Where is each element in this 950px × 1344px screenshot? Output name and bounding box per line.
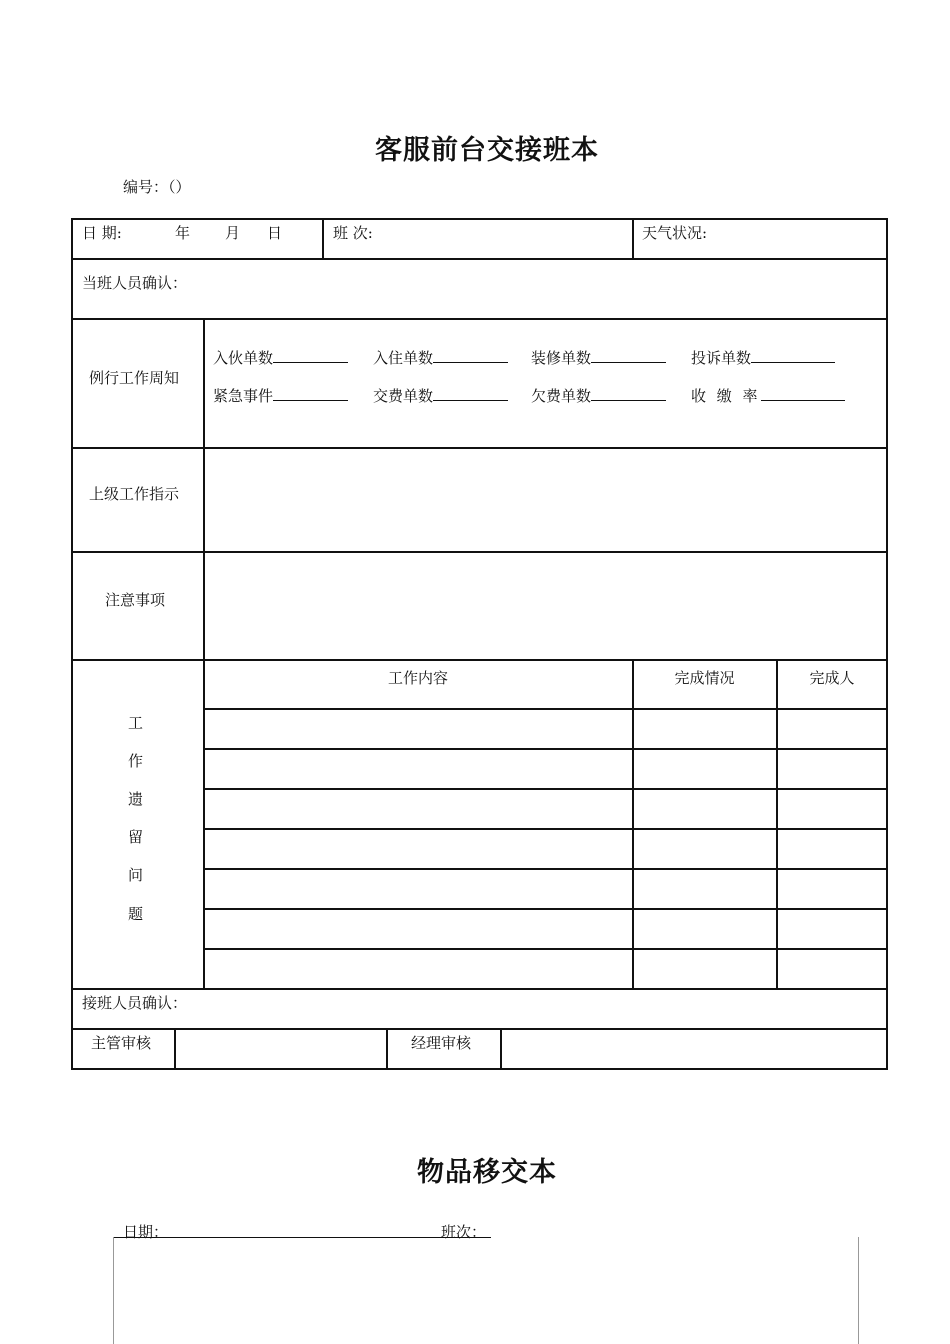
routine-item: 交费单数: [373, 385, 508, 406]
table-row-divider: [203, 908, 888, 910]
routine-item: 装修单数: [531, 347, 666, 368]
row-divider: [71, 258, 888, 260]
date-label: 日 期:: [82, 224, 122, 242]
leftover-char: 工: [128, 714, 144, 732]
page-title: 客服前台交接班本: [375, 135, 599, 166]
leftover-char: 问: [128, 866, 144, 884]
table-row-divider: [203, 708, 888, 710]
table-row-divider: [203, 868, 888, 870]
supervisor-review-label: 主管审核: [91, 1034, 152, 1052]
routine-item: 收 缴 率: [691, 385, 845, 406]
column-header-content: 工作内容: [387, 669, 448, 687]
routine-item: 投诉单数: [691, 347, 835, 368]
shift-label: 班 次:: [333, 224, 373, 242]
transfer-title: 物品移交本: [417, 1157, 557, 1188]
col-divider: [632, 659, 634, 989]
table-row-divider: [203, 788, 888, 790]
day-label: 日: [267, 224, 283, 242]
col-divider: [322, 218, 324, 259]
on-duty-confirm-label: 当班人员确认：: [82, 274, 188, 292]
transfer-header-underline: [113, 1237, 491, 1238]
row-divider: [71, 447, 888, 449]
receiver-confirm-label: 接班人员确认：: [82, 994, 188, 1012]
table-row-divider: [203, 828, 888, 830]
leftover-char: 留: [128, 828, 144, 846]
column-header-status: 完成情况: [674, 669, 735, 687]
routine-item: 入伙单数: [213, 347, 348, 368]
column-header-person: 完成人: [809, 669, 855, 687]
col-divider: [386, 1028, 388, 1070]
transfer-shift-label: 班次：: [441, 1223, 487, 1241]
year-label: 年: [175, 224, 191, 242]
routine-item: 欠费单数: [531, 385, 666, 406]
transfer-date-label: 日期：: [123, 1223, 169, 1241]
superior-instructions-label: 上级工作指示: [89, 485, 180, 503]
routine-item: 紧急事件: [213, 385, 348, 406]
leftover-char: 遗: [128, 790, 144, 808]
row-divider: [71, 318, 888, 320]
form-border: [71, 218, 888, 1070]
row-divider: [71, 1028, 888, 1030]
month-label: 月: [225, 224, 241, 242]
col-divider: [632, 218, 634, 259]
transfer-table-left-border: [113, 1237, 114, 1344]
col-divider: [500, 1028, 502, 1070]
weather-label: 天气状况:: [642, 224, 708, 242]
col-divider: [203, 318, 205, 989]
manager-review-label: 经理审核: [411, 1034, 472, 1052]
document-number: 编号：（）: [123, 178, 191, 196]
leftover-char: 作: [128, 752, 144, 770]
transfer-table-right-border: [858, 1237, 859, 1344]
col-divider: [776, 659, 778, 989]
row-divider: [71, 988, 888, 990]
row-divider: [71, 551, 888, 553]
notes-label: 注意事项: [105, 591, 166, 609]
leftover-char: 题: [128, 905, 144, 923]
routine-item: 入住单数: [373, 347, 508, 368]
table-row-divider: [203, 948, 888, 950]
col-divider: [174, 1028, 176, 1070]
routine-work-label: 例行工作周知: [89, 369, 180, 387]
row-divider: [71, 659, 888, 661]
table-row-divider: [203, 748, 888, 750]
